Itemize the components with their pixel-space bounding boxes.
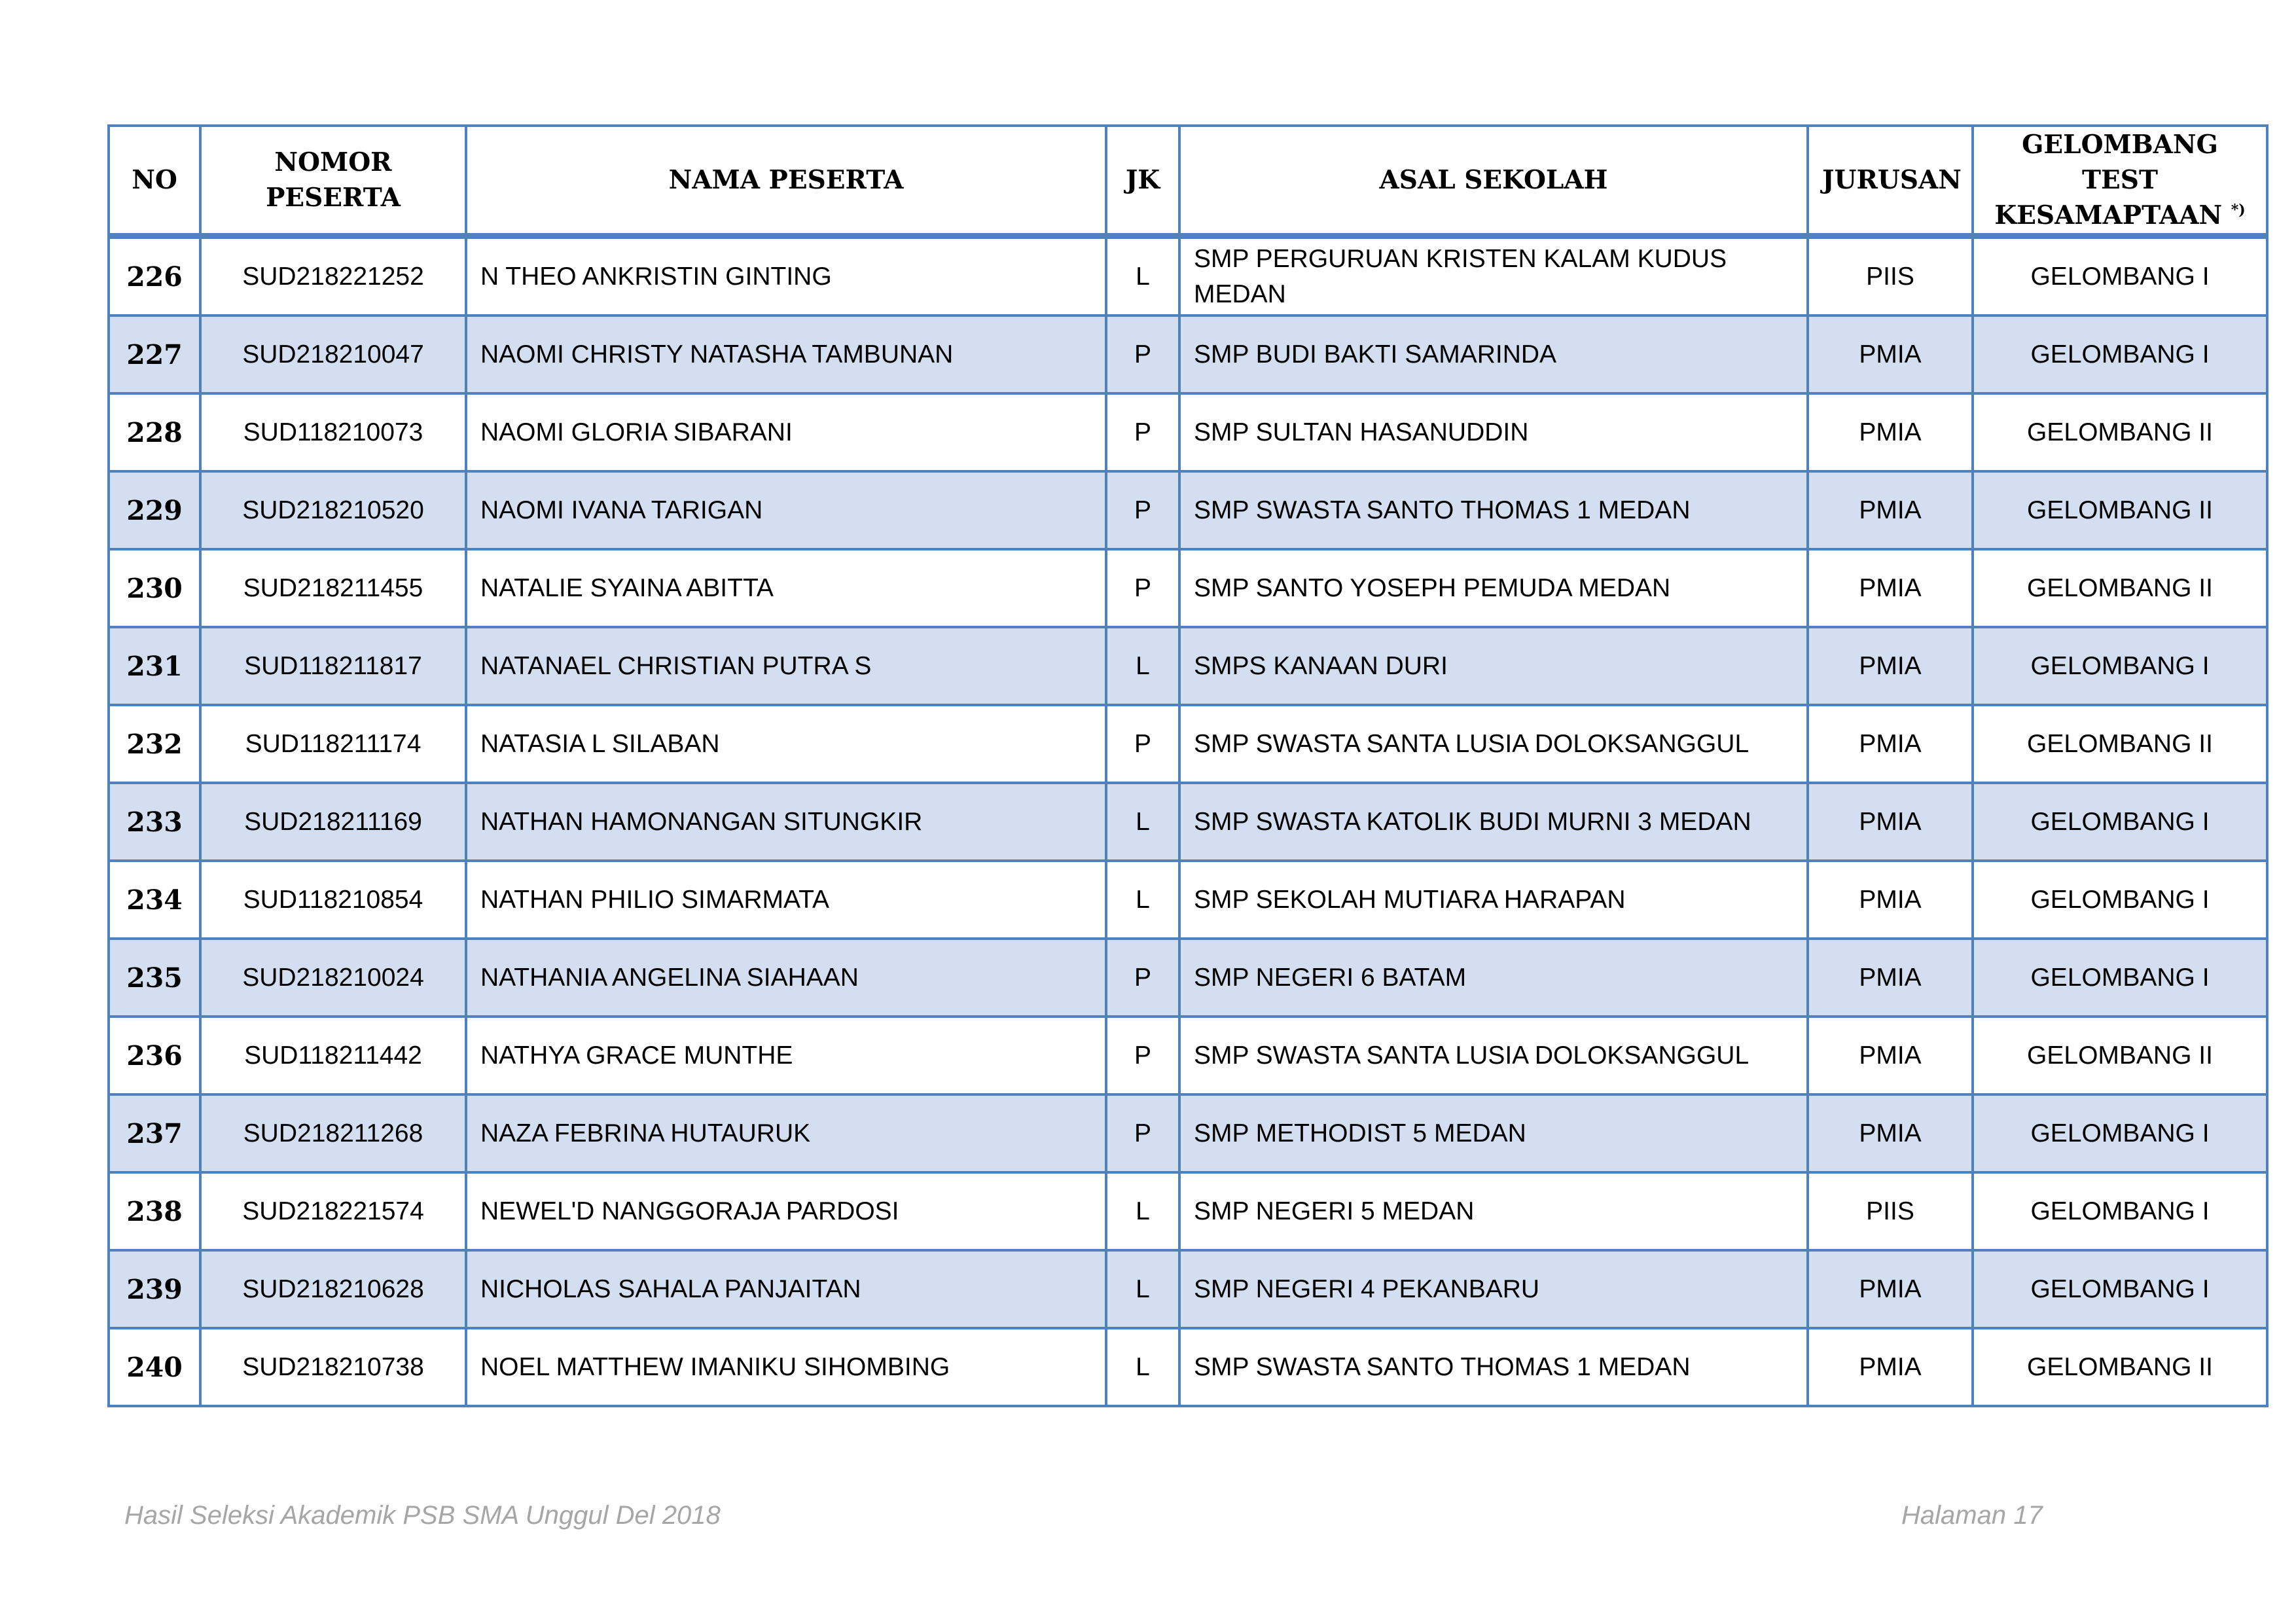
cell-jk: P	[1106, 705, 1179, 783]
cell-nama-peserta: NATHAN HAMONANGAN SITUNGKIR	[466, 783, 1106, 861]
cell-nama-peserta: NAZA FEBRINA HUTAURUK	[466, 1094, 1106, 1172]
cell-jk: L	[1106, 783, 1179, 861]
cell-jk: P	[1106, 549, 1179, 627]
cell-nama-peserta: NICHOLAS SAHALA PANJAITAN	[466, 1250, 1106, 1328]
cell-gelombang: GELOMBANG II	[1973, 705, 2267, 783]
cell-nomor-peserta: SUD118211817	[200, 627, 466, 705]
cell-asal-sekolah: SMP NEGERI 6 BATAM	[1179, 939, 1808, 1017]
cell-jk: L	[1106, 1328, 1179, 1406]
cell-asal-sekolah: SMP SWASTA SANTO THOMAS 1 MEDAN	[1179, 471, 1808, 549]
cell-nomor-peserta: SUD218210047	[200, 316, 466, 393]
table-body	[109, 236, 2267, 1407]
cell-nomor-peserta: SUD218210738	[200, 1328, 466, 1406]
cell-no: 237	[109, 1094, 200, 1172]
cell-nama-peserta: NAOMI CHRISTY NATASHA TAMBUNAN	[466, 316, 1106, 393]
cell-gelombang: GELOMBANG I	[1973, 783, 2267, 861]
cell-nama-peserta: NATHYA GRACE MUNTHE	[466, 1017, 1106, 1094]
cell-jk: P	[1106, 471, 1179, 549]
table-row	[109, 549, 2267, 627]
cell-nomor-peserta: SUD118211174	[200, 705, 466, 783]
cell-jk: P	[1106, 1017, 1179, 1094]
cell-no: 236	[109, 1017, 200, 1094]
cell-jurusan: PMIA	[1808, 783, 1973, 861]
cell-jurusan: PMIA	[1808, 861, 1973, 939]
cell-jk: P	[1106, 1094, 1179, 1172]
table-row	[109, 236, 2267, 316]
cell-no: 238	[109, 1172, 200, 1250]
cell-no: 235	[109, 939, 200, 1017]
table-row	[109, 1172, 2267, 1250]
cell-jk: L	[1106, 1250, 1179, 1328]
cell-no: 231	[109, 627, 200, 705]
cell-jurusan: PMIA	[1808, 316, 1973, 393]
cell-jurusan: PMIA	[1808, 549, 1973, 627]
cell-nomor-peserta: SUD218211169	[200, 783, 466, 861]
header-gelombang-line2: KESAMAPTAAN	[1994, 200, 2223, 230]
cell-jurusan: PMIA	[1808, 1328, 1973, 1406]
cell-asal-sekolah: SMP SWASTA SANTA LUSIA DOLOKSANGGUL	[1179, 705, 1808, 783]
cell-gelombang: GELOMBANG II	[1973, 1017, 2267, 1094]
footer-document-title: Hasil Seleksi Akademik PSB SMA Unggul Del 2018	[124, 1501, 721, 1530]
cell-jk: P	[1106, 393, 1179, 471]
table-row	[109, 783, 2267, 861]
cell-asal-sekolah: SMP PERGURUAN KRISTEN KALAM KUDUS MEDAN	[1179, 236, 1808, 316]
cell-no: 232	[109, 705, 200, 783]
cell-nomor-peserta: SUD118211442	[200, 1017, 466, 1094]
cell-gelombang: GELOMBANG II	[1973, 471, 2267, 549]
cell-nomor-peserta: SUD118210854	[200, 861, 466, 939]
cell-asal-sekolah: SMP SWASTA SANTO THOMAS 1 MEDAN	[1179, 1328, 1808, 1406]
cell-asal-sekolah: SMP SEKOLAH MUTIARA HARAPAN	[1179, 861, 1808, 939]
cell-nomor-peserta: SUD218221252	[200, 236, 466, 316]
cell-jurusan: PMIA	[1808, 939, 1973, 1017]
cell-jurusan: PIIS	[1808, 236, 1973, 316]
cell-nama-peserta: NATANAEL CHRISTIAN PUTRA S	[466, 627, 1106, 705]
cell-nama-peserta: NAOMI IVANA TARIGAN	[466, 471, 1106, 549]
header-row	[109, 126, 2267, 236]
cell-gelombang: GELOMBANG I	[1973, 316, 2267, 393]
header-nomor-peserta	[200, 126, 466, 236]
cell-asal-sekolah: SMP SWASTA KATOLIK BUDI MURNI 3 MEDAN	[1179, 783, 1808, 861]
cell-nama-peserta: NATALIE SYAINA ABITTA	[466, 549, 1106, 627]
cell-jurusan: PMIA	[1808, 705, 1973, 783]
cell-no: 240	[109, 1328, 200, 1406]
table-row	[109, 1094, 2267, 1172]
cell-nama-peserta: NOEL MATTHEW IMANIKU SIHOMBING	[466, 1328, 1106, 1406]
cell-no: 228	[109, 393, 200, 471]
cell-gelombang: GELOMBANG I	[1973, 861, 2267, 939]
header-no: NO	[109, 126, 200, 236]
cell-asal-sekolah: SMP BUDI BAKTI SAMARINDA	[1179, 316, 1808, 393]
header-nama-peserta: NAMA PESERTA	[466, 126, 1106, 236]
table-row	[109, 316, 2267, 393]
cell-no: 239	[109, 1250, 200, 1328]
cell-jk: P	[1106, 316, 1179, 393]
cell-jurusan: PIIS	[1808, 1172, 1973, 1250]
cell-nomor-peserta: SUD118210073	[200, 393, 466, 471]
cell-nama-peserta: NATHANIA ANGELINA SIAHAAN	[466, 939, 1106, 1017]
cell-asal-sekolah: SMP METHODIST 5 MEDAN	[1179, 1094, 1808, 1172]
header-jk: JK	[1106, 126, 1179, 236]
cell-no: 234	[109, 861, 200, 939]
cell-asal-sekolah: SMP NEGERI 5 MEDAN	[1179, 1172, 1808, 1250]
cell-asal-sekolah: SMP SULTAN HASANUDDIN	[1179, 393, 1808, 471]
header-jurusan: JURUSAN	[1808, 126, 1973, 236]
cell-jk: L	[1106, 627, 1179, 705]
cell-asal-sekolah: SMP NEGERI 4 PEKANBARU	[1179, 1250, 1808, 1328]
cell-asal-sekolah: SMP SWASTA SANTA LUSIA DOLOKSANGGUL	[1179, 1017, 1808, 1094]
header-footnote-mark: *)	[2231, 202, 2246, 219]
table-header	[109, 126, 2267, 236]
table-row	[109, 393, 2267, 471]
cell-gelombang: GELOMBANG I	[1973, 1250, 2267, 1328]
cell-jk: L	[1106, 861, 1179, 939]
participants-table	[107, 124, 2269, 1407]
cell-gelombang: GELOMBANG II	[1973, 393, 2267, 471]
cell-gelombang: GELOMBANG I	[1973, 939, 2267, 1017]
cell-jurusan: PMIA	[1808, 1017, 1973, 1094]
cell-gelombang: GELOMBANG I	[1973, 1172, 2267, 1250]
cell-no: 230	[109, 549, 200, 627]
cell-jurusan: PMIA	[1808, 627, 1973, 705]
table-row	[109, 627, 2267, 705]
cell-jurusan: PMIA	[1808, 393, 1973, 471]
table-row	[109, 705, 2267, 783]
cell-gelombang: GELOMBANG II	[1973, 1328, 2267, 1406]
cell-nama-peserta: NEWEL'D NANGGORAJA PARDOSI	[466, 1172, 1106, 1250]
cell-nomor-peserta: SUD218210520	[200, 471, 466, 549]
cell-jk: L	[1106, 1172, 1179, 1250]
cell-jurusan: PMIA	[1808, 1250, 1973, 1328]
cell-asal-sekolah: SMP SANTO YOSEPH PEMUDA MEDAN	[1179, 549, 1808, 627]
cell-no: 226	[109, 236, 200, 316]
cell-gelombang: GELOMBANG II	[1973, 549, 2267, 627]
cell-gelombang: GELOMBANG I	[1973, 627, 2267, 705]
cell-jk: P	[1106, 939, 1179, 1017]
table-row	[109, 939, 2267, 1017]
header-gelombang	[1973, 126, 2267, 236]
cell-nama-peserta: N THEO ANKRISTIN GINTING	[466, 236, 1106, 316]
cell-no: 229	[109, 471, 200, 549]
cell-nama-peserta: NAOMI GLORIA SIBARANI	[466, 393, 1106, 471]
cell-jk: L	[1106, 236, 1179, 316]
header-nomor-line2: PESERTA	[266, 183, 401, 213]
header-nomor-line1: NOMOR	[274, 147, 392, 177]
cell-nomor-peserta: SUD218210024	[200, 939, 466, 1017]
footer-page-number: Halaman 17	[1901, 1501, 2043, 1530]
table-row	[109, 1017, 2267, 1094]
cell-no: 233	[109, 783, 200, 861]
cell-nomor-peserta: SUD218211268	[200, 1094, 466, 1172]
header-asal-sekolah: ASAL SEKOLAH	[1179, 126, 1808, 236]
header-gelombang-line1: GELOMBANG TEST	[2022, 130, 2218, 195]
table-row	[109, 861, 2267, 939]
cell-nomor-peserta: SUD218210628	[200, 1250, 466, 1328]
cell-nama-peserta: NATASIA L SILABAN	[466, 705, 1106, 783]
cell-gelombang: GELOMBANG I	[1973, 1094, 2267, 1172]
cell-nomor-peserta: SUD218221574	[200, 1172, 466, 1250]
table-row	[109, 1328, 2267, 1406]
cell-no: 227	[109, 316, 200, 393]
table-row	[109, 1250, 2267, 1328]
cell-jurusan: PMIA	[1808, 1094, 1973, 1172]
cell-gelombang: GELOMBANG I	[1973, 236, 2267, 316]
cell-nomor-peserta: SUD218211455	[200, 549, 466, 627]
cell-jurusan: PMIA	[1808, 471, 1973, 549]
table-row	[109, 471, 2267, 549]
cell-nama-peserta: NATHAN PHILIO SIMARMATA	[466, 861, 1106, 939]
cell-asal-sekolah: SMPS KANAAN DURI	[1179, 627, 1808, 705]
